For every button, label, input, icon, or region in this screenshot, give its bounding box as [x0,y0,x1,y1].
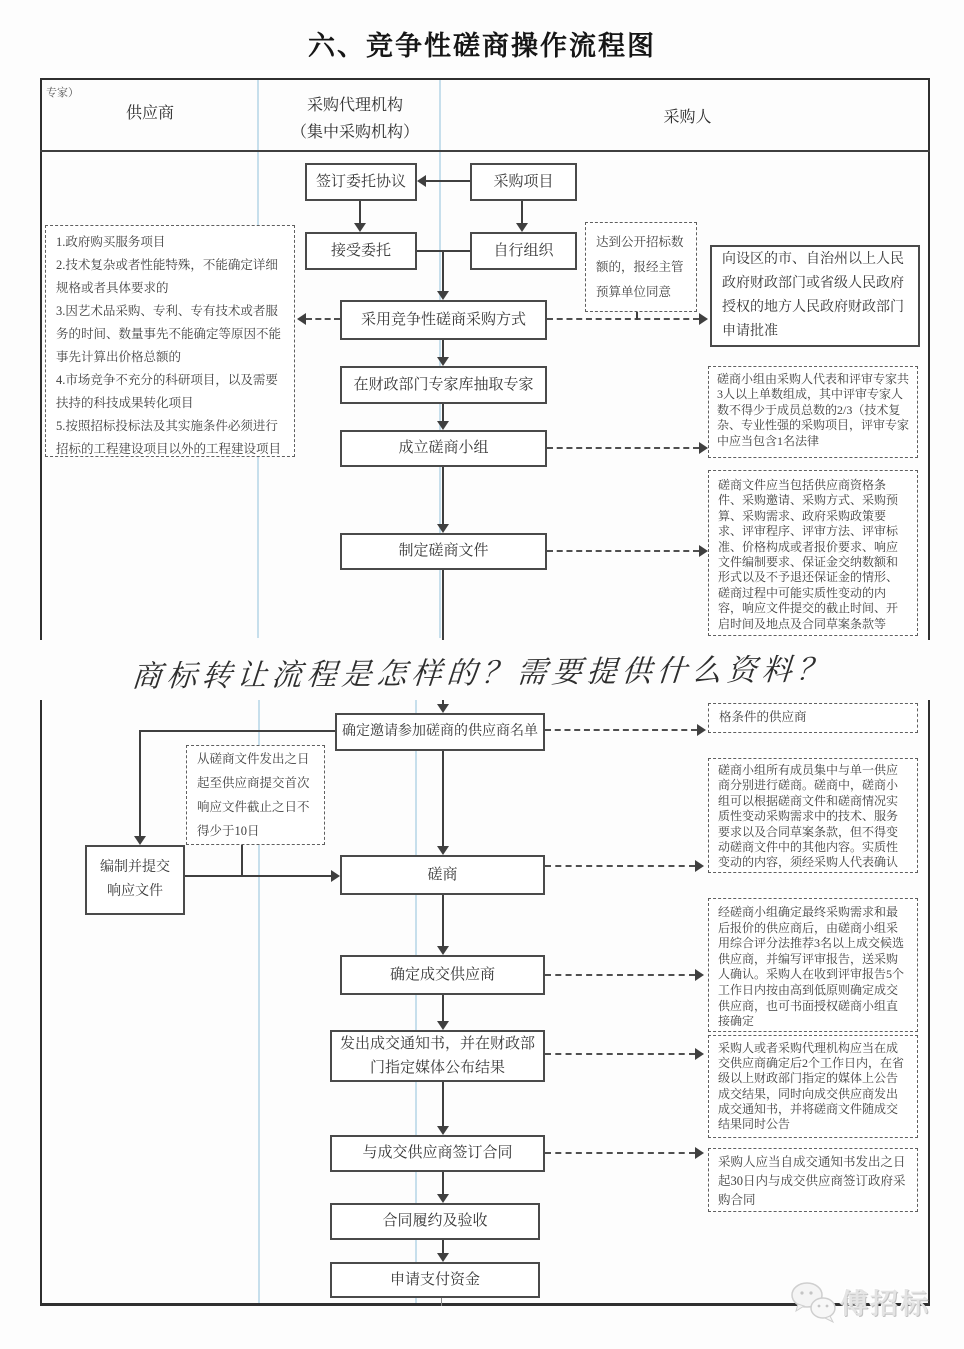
note-result-announcement: 采购人或者采购代理机构应当在成交供应商确定后2个工作日内，在省级以上财政部门指定的媒体上公告成交结果，同时向成交供应商发出成交通知书，并将磋商文件随成交结果同时公告 [708,1035,918,1138]
arrowhead [437,846,449,855]
arrowhead [516,223,528,232]
dashed-connector [545,729,697,731]
node-confirm-supplier: 确定成交供应商 [340,955,545,995]
node-make-document: 制定磋商文件 [340,533,547,570]
connector-line [442,751,444,848]
arrowhead [417,175,426,187]
note-applicable-items [45,225,295,457]
note-qualified-supplier-partial: 格条件的供应商 [708,703,918,733]
node-self-organize: 自行组织 [470,232,577,270]
note-contract-signing: 采购人应当自成交通知书发出之日起30日内与成交供应商签订政府采购合同 [708,1148,918,1212]
node-adopt-method: 采用竞争性磋商采购方式 [340,300,547,340]
arrowhead [354,223,366,232]
dashed-connector [545,865,695,867]
node-issue-notice: 发出成交通知书，并在财政部门指定媒体公布结果 [330,1030,545,1082]
node-procurement-project: 采购项目 [470,163,577,201]
column-header-agency-line2: （集中采购机构） [290,124,419,141]
node-apply-payment: 申请支付资金 [330,1262,540,1298]
arrowhead [699,313,708,325]
header-divider-line [40,150,930,152]
connector-line [636,311,638,320]
wechat-icon [788,1280,840,1324]
publisher-logo [788,1280,930,1324]
connector-line [443,250,470,252]
note-document-content: 磋商文件应当包括供应商资格条件、采购邀请、采购方式、采购预算、采购需求、政府采购政策要求、评审程序、评审方法、评审标准、价格构成或者报价要求、响应文件编制要求、保证金交纳数额和形式以及不予退还保证金的情形、磋商过程中可能实质性变动的内容，响应文件提交的截止时间、开启时间及地点及合同草案条款等 [708,470,918,636]
dashed-connector [545,1053,695,1055]
node-accept-entrust: 接受委托 [305,232,417,270]
connector-line [442,570,444,640]
column-header-agency-line1: 采购代理机构 [306,97,403,114]
applicable-item: 2.技术复杂或者性能特殊，不能确定详细规格或者具体要求的 [56,258,278,295]
column-header-purchaser: 采购人 [663,109,712,126]
arrowhead [695,1048,704,1060]
dashed-connector [306,318,340,320]
arrowhead [297,313,306,325]
connector-line [442,1082,444,1129]
dashed-connector [547,447,699,449]
dashed-connector [547,318,699,320]
dashed-connector [545,1152,695,1154]
connector-line [241,845,243,876]
handwritten-watermark: 商标转让流程是怎样的？需要提供什么资料？ [130,653,833,694]
applicable-item: 1.政府购买服务项目 [56,235,166,249]
arrowhead [437,421,449,430]
column-header-supplier: 供应商 [125,105,174,122]
arrowhead [437,1021,449,1030]
connector-line [442,995,444,1024]
arrowhead [437,357,449,366]
arrowhead [437,524,449,533]
connector-line [442,467,444,527]
note-award-determination: 经磋商小组确定最终采购需求和最后报价的供应商后，由磋商小组采用综合评分法推荐3名以上成交候选供应商，并编写评审报告，送采购人确认。采购人在收到评审报告5个工作日内按由高到低原则确定成交供应商，也可书面授权磋商小组直接确定 [708,898,918,1032]
note-group-composition: 磋商小组由采购人代表和评审专家共3人以上单数组成，其中评审专家人数不得少于成员总数的2/3（技术复杂、专业性强的采购项目，评审专家中应当包含1名法律 [708,366,918,458]
arrowhead [699,442,708,454]
note-consultation-process: 磋商小组所有成员集中与单一供应商分别进行磋商。磋商中，磋商小组可以根据磋商文件和磋商情况实质性变动采购需求中的技术、服务要求以及合同草案条款，但不得变动磋商文件中的其他内容。实质性变动的内容，须经采购人代表确认 [708,758,918,873]
logo-text: 傅招标 [840,1289,931,1320]
node-consult: 磋商 [340,855,545,895]
arrowhead [437,1126,449,1135]
connector-line [359,201,361,225]
applicable-item: 3.因艺术品采购、专利、专有技术或者服务的时间、数量事先不能确定等原因不能事先计算出价格总额的 [56,304,282,364]
node-prepare-response-line1: 编制并提交 [100,860,170,875]
node-prepare-response-line2: 响应文件 [107,884,163,899]
connector-line [442,250,444,294]
node-sign-contract: 与成交供应商签订合同 [330,1135,545,1172]
connector-line [185,875,331,877]
applicable-item: 5.按照招标投标法及其实施条件必须进行招标的工程建设项目以外的工程建设项目 [56,419,282,456]
arrowhead [695,1147,704,1159]
arrowhead [699,545,708,557]
dashed-connector [545,974,695,976]
node-confirm-list: 确定邀请参加磋商的供应商名单 [335,713,545,751]
connector-line [426,180,470,182]
expert-corner-note: 专家） [46,87,79,99]
connector-line [521,201,523,225]
arrowhead [437,291,449,300]
arrowhead [697,724,706,736]
dashed-connector [547,550,699,552]
arrowhead [695,969,704,981]
node-form-group: 成立磋商小组 [340,430,547,467]
page-title: 六、竞争性磋商操作流程图 [308,31,656,61]
arrowhead [437,704,449,713]
arrowhead [437,1194,449,1203]
arrowhead [134,836,146,845]
connector-line [441,1298,442,1306]
node-sign-agreement: 签订委托协议 [305,163,417,201]
node-perform-contract: 合同履约及验收 [330,1203,540,1240]
arrowhead [695,860,704,872]
node-draw-experts: 在财政部门专家库抽取专家 [340,366,547,404]
node-prepare-response [85,845,185,915]
note-response-deadline: 从磋商文件发出之日起至供应商提交首次响应文件截止之日不得少于10日 [186,745,325,845]
arrowhead [437,946,449,955]
arrowhead [331,870,340,882]
connector-line [139,730,141,838]
arrowhead [437,1253,449,1262]
connector-line [140,730,335,732]
column-header-agency [265,92,445,146]
connector-line [442,895,444,949]
note-threshold: 达到公开招标数额的，报经主管预算单位同意 [585,222,697,312]
applicable-item: 4.市场竞争不充分的科研项目，以及需要扶持的科技成果转化项目 [56,373,278,410]
node-approval: 向设区的市、自治州以上人民政府财政部门或省级人民政府授权的地方人民政府财政部门申请批准 [710,245,920,347]
connector-line [417,250,443,252]
